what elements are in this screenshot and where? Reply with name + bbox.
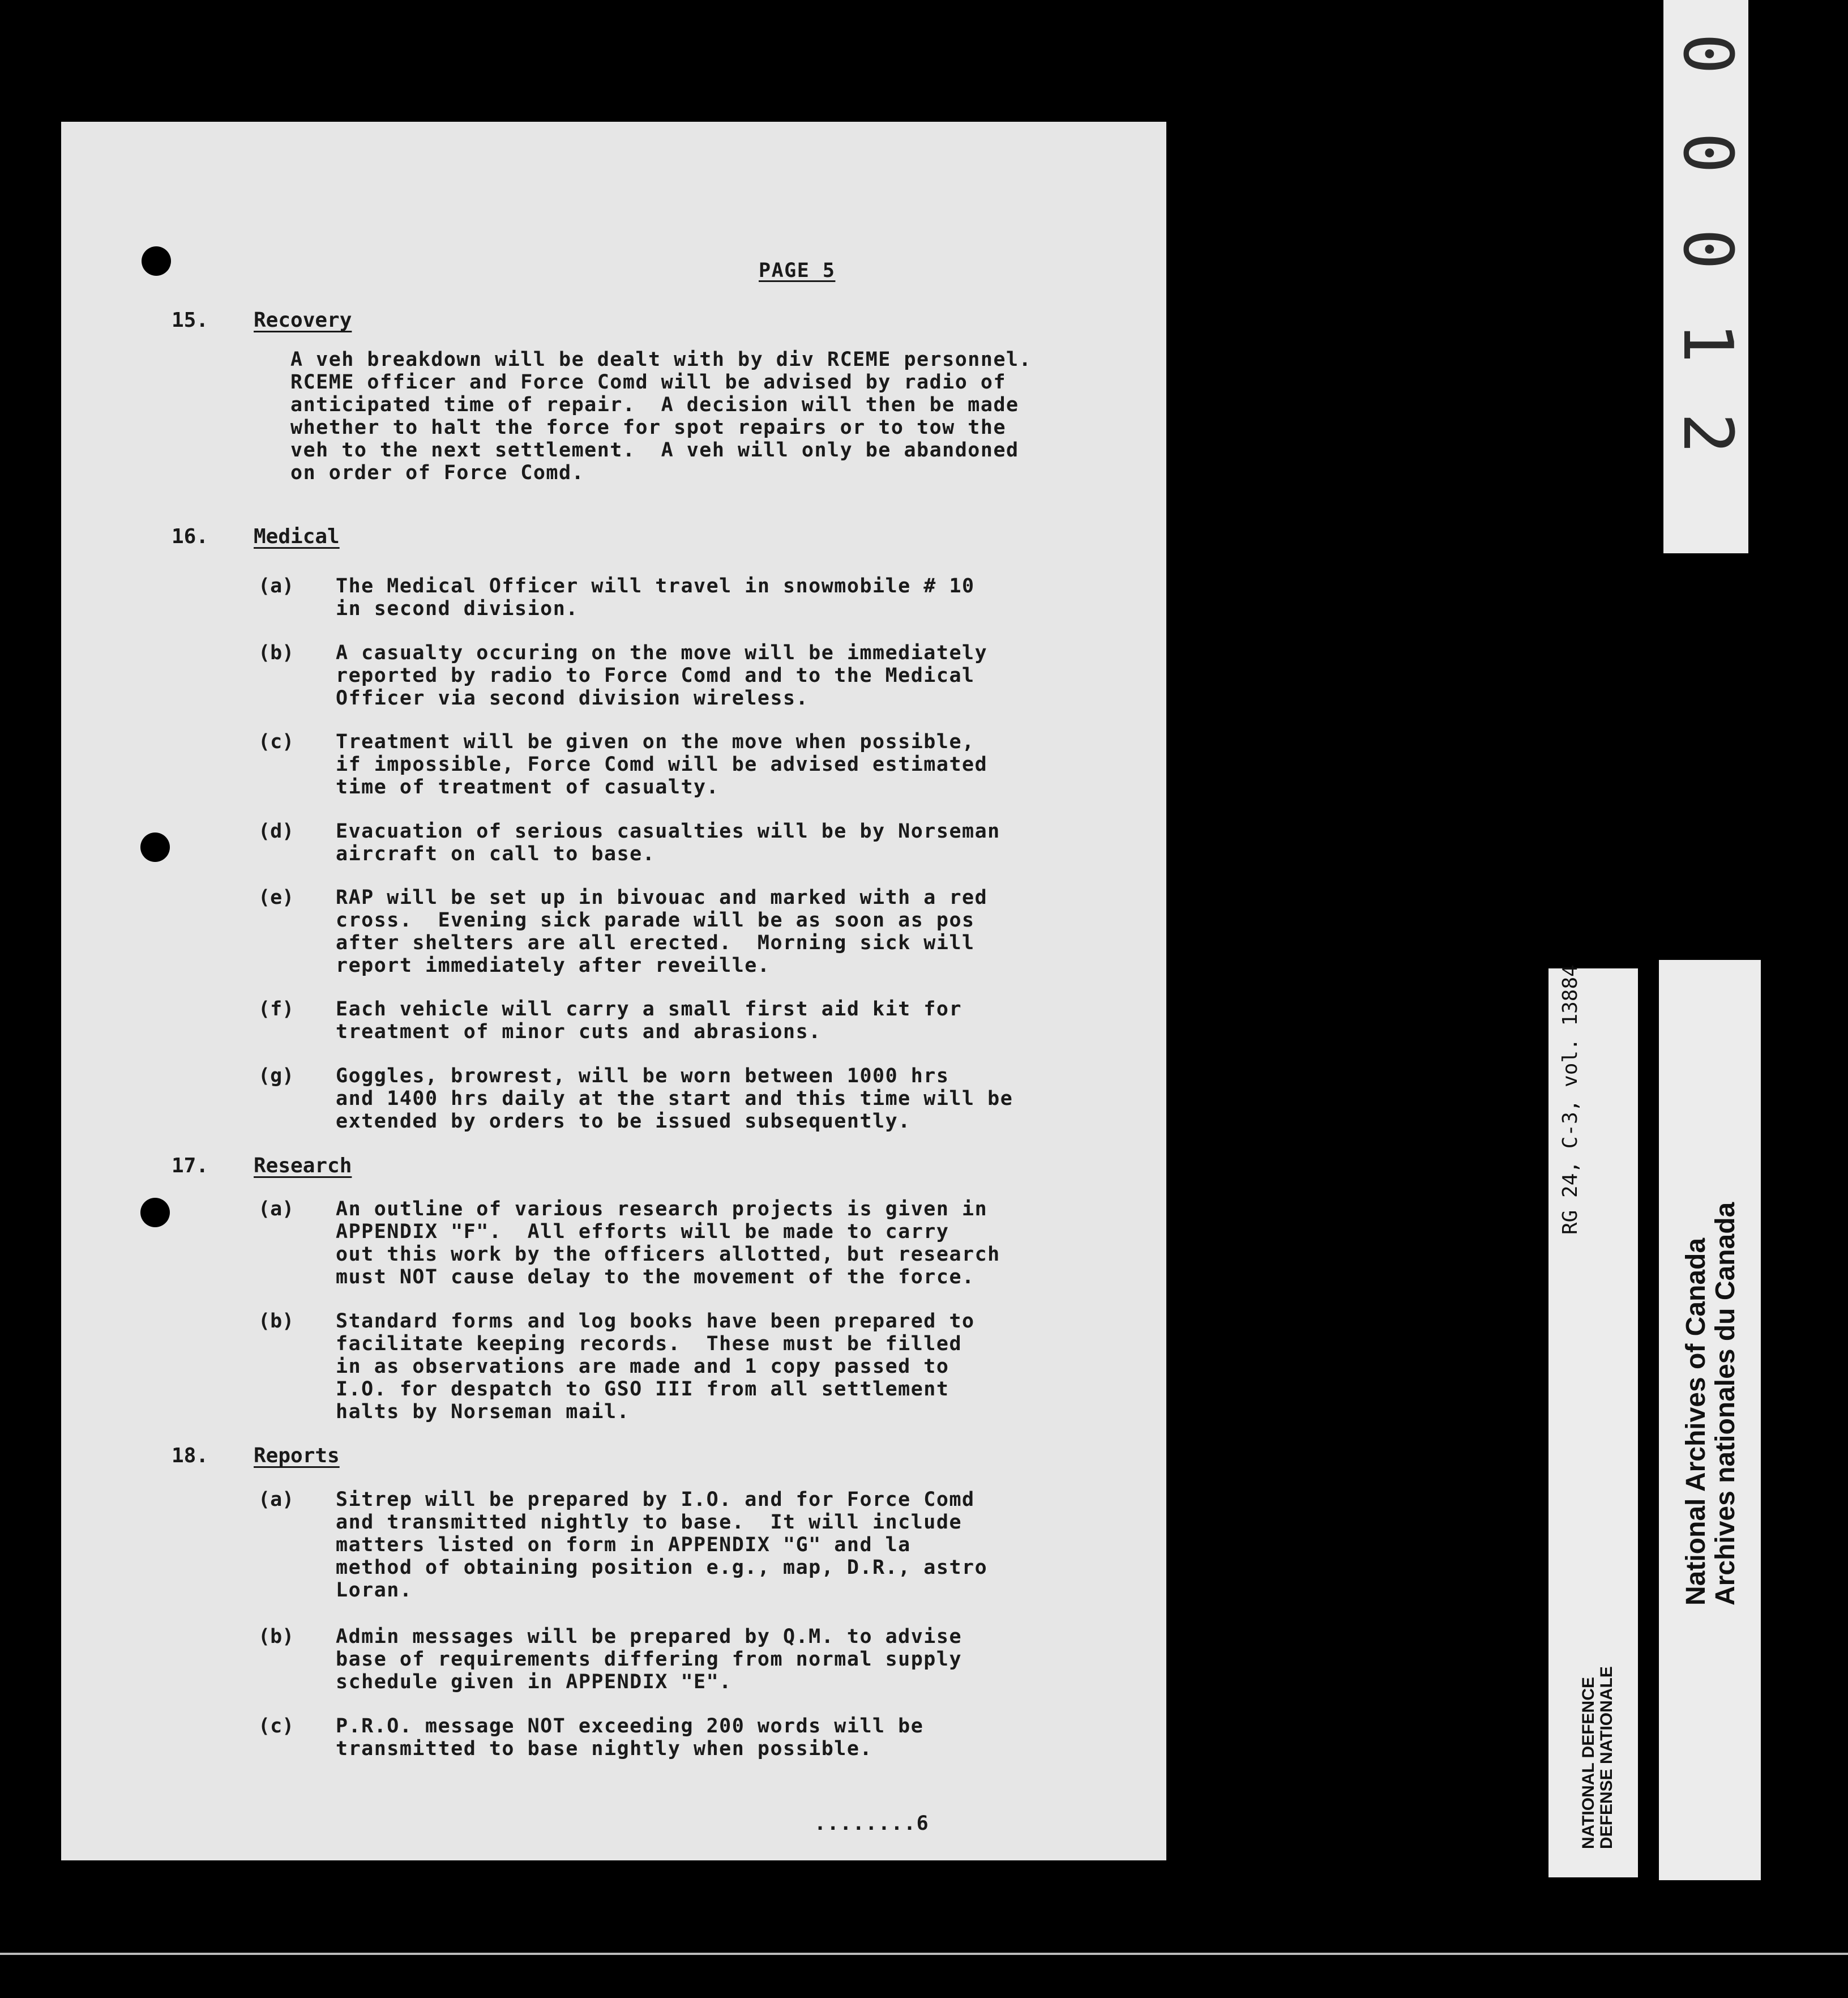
item-line: and transmitted nightly to base. It will include (336, 1511, 962, 1534)
defence-label (1580, 1666, 1616, 1849)
item-line: report immediately after reveille. (336, 954, 771, 977)
item-line: The Medical Officer will travel in snowmobile # 10 (336, 575, 975, 597)
section-heading: Reports (254, 1444, 340, 1467)
item-label: (c) (258, 1715, 294, 1737)
item-label: (e) (258, 886, 294, 909)
item-label: (d) (258, 820, 294, 843)
item-label: (a) (258, 575, 294, 597)
frame-digit: 0 (1668, 33, 1747, 75)
paragraph-line: on order of Force Comd. (290, 462, 585, 484)
item-line: Each vehicle will carry a small first aid kit for (336, 998, 962, 1021)
item-line: extended by orders to be issued subsequently. (336, 1110, 911, 1133)
section-heading: Medical (254, 525, 340, 548)
section-number: 17. (172, 1154, 209, 1177)
paragraph-line: whether to halt the force for spot repairs or to tow the (290, 416, 1007, 439)
item-label: (b) (258, 642, 294, 664)
archives-label-strip (1659, 960, 1761, 1880)
section-number: 15. (172, 309, 209, 332)
archives-label-en: National Archives of Canada (1681, 1237, 1711, 1606)
item-line: I.O. for despatch to GSO III from all settlement (336, 1378, 949, 1401)
section-heading: Research (254, 1154, 352, 1177)
item-line: P.R.O. message NOT exceeding 200 words will be (336, 1715, 924, 1737)
item-label: (c) (258, 731, 294, 753)
punch-hole (142, 246, 171, 276)
frame-digit: 0 (1668, 228, 1747, 270)
item-line: base of requirements differing from normal supply (336, 1648, 962, 1671)
frame-number (1663, 17, 1748, 527)
film-edge-line (0, 1953, 1848, 1955)
item-line: time of treatment of casualty. (336, 776, 720, 799)
item-line: Goggles, browrest, will be worn between 1000 hrs (336, 1065, 949, 1087)
item-line: reported by radio to Force Comd and to the Medical (336, 664, 975, 687)
item-line: and 1400 hrs daily at the start and this time will be (336, 1087, 1013, 1110)
item-line: after shelters are all erected. Morning sick will (336, 932, 975, 954)
item-label: (b) (258, 1310, 294, 1333)
archives-label (1682, 1202, 1740, 1606)
item-line: method of obtaining position e.g., map, D.R., astro (336, 1556, 988, 1579)
paragraph-line: veh to the next settlement. A veh will only be abandoned (290, 439, 1019, 462)
paragraph-line: A veh breakdown will be dealt with by div RCEME personnel. (290, 348, 1032, 371)
item-label: (a) (258, 1488, 294, 1511)
item-line: Standard forms and log books have been prepared to (336, 1310, 975, 1333)
item-label: (g) (258, 1065, 294, 1087)
section-number: 16. (172, 525, 209, 548)
defence-label-en: NATIONAL DEFENCE (1579, 1677, 1598, 1849)
item-line: facilitate keeping records. These must be filled (336, 1333, 962, 1355)
item-line: in as observations are made and 1 copy passed to (336, 1355, 949, 1378)
section-number: 18. (172, 1444, 209, 1467)
item-line: schedule given in APPENDIX "E". (336, 1671, 732, 1693)
item-line: APPENDIX "F". All efforts will be made to carry (336, 1220, 949, 1243)
frame-digit: 2 (1668, 412, 1747, 454)
paragraph-line: RCEME officer and Force Comd will be advised by radio of (290, 371, 1007, 394)
item-line: transmitted to base nightly when possible. (336, 1737, 873, 1760)
item-line: cross. Evening sick parade will be as soon as pos (336, 909, 975, 932)
item-line: Sitrep will be prepared by I.O. and for Force Comd (336, 1488, 975, 1511)
defence-label-fr: DEFENSE NATIONALE (1597, 1666, 1616, 1849)
item-line: Admin messages will be prepared by Q.M. to advise (336, 1625, 962, 1648)
frame-digit: 1 (1668, 322, 1747, 364)
item-line: in second division. (336, 597, 579, 620)
item-line: An outline of various research projects is given in (336, 1198, 988, 1220)
frame-digit: 0 (1668, 132, 1747, 174)
item-line: RAP will be set up in bivouac and marked with a red (336, 886, 988, 909)
section-heading: Recovery (254, 309, 352, 332)
item-label: (b) (258, 1625, 294, 1648)
paragraph-line: anticipated time of repair. A decision will then be made (290, 394, 1019, 416)
item-label: (a) (258, 1198, 294, 1220)
archives-label-fr: Archives nationales du Canada (1710, 1202, 1740, 1606)
punch-hole (140, 832, 170, 862)
item-line: if impossible, Force Comd will be advised estimated (336, 753, 988, 776)
item-line: treatment of minor cuts and abrasions. (336, 1021, 822, 1043)
item-line: out this work by the officers allotted, but research (336, 1243, 1000, 1266)
item-label: (f) (258, 998, 294, 1021)
item-line: halts by Norseman mail. (336, 1401, 630, 1423)
punch-hole (140, 1198, 170, 1227)
continuation-marker: ........6 (814, 1812, 930, 1835)
item-line: matters listed on form in APPENDIX "G" and la (336, 1534, 911, 1556)
archive-reference: RG 24, C-3, vol. 13884 (1559, 964, 1582, 1235)
page-label: PAGE 5 (759, 259, 836, 282)
item-line: Officer via second division wireless. (336, 687, 809, 710)
document-page (61, 122, 1166, 1860)
item-line: Treatment will be given on the move when possible, (336, 731, 975, 753)
item-line: A casualty occuring on the move will be immediately (336, 642, 988, 664)
item-line: Evacuation of serious casualties will be by Norseman (336, 820, 1000, 843)
item-line: aircraft on call to base. (336, 843, 656, 865)
item-line: must NOT cause delay to the movement of the force. (336, 1266, 975, 1288)
item-line: Loran. (336, 1579, 413, 1602)
defence-label-strip (1548, 964, 1638, 1877)
